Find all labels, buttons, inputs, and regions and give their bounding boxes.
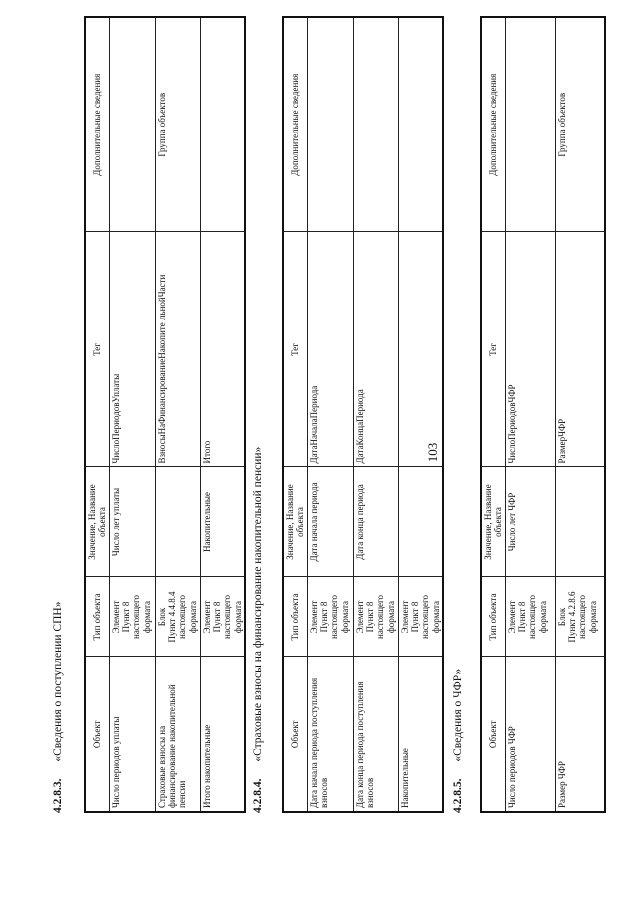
col-tag: Тег: [85, 232, 109, 467]
cell: Элемент Пункт 8 настоящего формата: [353, 577, 398, 657]
cell: Блок Пункт 4.4.8.4 настоящего формата: [155, 577, 200, 657]
col-value: Значение, Название объекта: [481, 467, 505, 577]
cell: Элемент Пункт 8 настоящего формата: [398, 577, 443, 657]
cell: Число периодов ЧФР: [505, 657, 555, 812]
col-info: Дополнительные сведения: [283, 17, 307, 232]
table-section-3: [480, 16, 606, 813]
cell: РазмерЧФР: [555, 232, 605, 467]
cell: Накопительные: [398, 657, 443, 812]
col-object: Объект: [481, 657, 505, 812]
cell: [398, 232, 443, 467]
cell: [398, 17, 443, 232]
cell: ЧислоПериодовЧФР: [505, 232, 555, 467]
cell: Число лет уплаты: [109, 467, 155, 577]
cell: Группа объектов: [555, 17, 605, 232]
cell: Блок Пункт 4.2.8.6 настоящего формата: [555, 577, 605, 657]
table-row: [307, 17, 353, 812]
cell: [200, 17, 245, 232]
cell: Дата конца периода поступления взносов: [353, 657, 398, 812]
cell: [155, 467, 200, 577]
section-number: 4.2.8.4.: [252, 778, 264, 813]
table-row: [555, 17, 605, 812]
cell: Итого: [200, 232, 245, 467]
section-heading: [52, 602, 64, 813]
cell: Элемент Пункт 8 настоящего формата: [109, 577, 155, 657]
col-object: Объект: [283, 657, 307, 812]
section-heading: [252, 447, 264, 813]
col-type: Тип объекта: [481, 577, 505, 657]
cell: Размер ЧФР: [555, 657, 605, 812]
col-value: Значение, Название объекта: [283, 467, 307, 577]
cell: Страховые взносы на финансирование накопительной пенсии: [155, 657, 200, 812]
table-section-1: [84, 16, 246, 813]
table-header-row: [481, 17, 505, 812]
cell: Элемент Пункт 8 настоящего формата: [505, 577, 555, 657]
col-value: Значение, Название объекта: [85, 467, 109, 577]
cell: Элемент Пункт 8 настоящего формата: [307, 577, 353, 657]
table-section-2: [282, 16, 444, 813]
col-info: Дополнительные сведения: [85, 17, 109, 232]
table-row: [109, 17, 155, 812]
cell: Накопительные: [200, 467, 245, 577]
section-number: 4.2.8.3.: [52, 778, 64, 813]
cell: Группа объектов: [155, 17, 200, 232]
cell: Итого накопительные: [200, 657, 245, 812]
section-title: «Страховые взносы на финансирование накопительной пенсии»: [252, 446, 264, 762]
cell: Число периодов уплаты: [109, 657, 155, 812]
cell: ЧислоПериодовУплаты: [109, 232, 155, 467]
cell: Число лет ЧФР: [505, 467, 555, 577]
section-number: 4.2.8.5.: [452, 778, 464, 813]
section-title: «Сведения о поступлении СПН»: [52, 601, 64, 762]
col-info: Дополнительные сведения: [481, 17, 505, 232]
table-row: [353, 17, 398, 812]
cell: Дата начала периода: [307, 467, 353, 577]
col-type: Тип объекта: [283, 577, 307, 657]
cell: ВзносыНаФинансированиеНакопите льнойЧасти: [155, 232, 200, 467]
cell: Элемент Пункт 8 настоящего формата: [200, 577, 245, 657]
cell: [353, 17, 398, 232]
cell: Дата конца периода: [353, 467, 398, 577]
section-title: «Сведения о ЧФР»: [452, 668, 464, 762]
cell: ДатаКонцаПериода: [353, 232, 398, 467]
table-row: [398, 17, 443, 812]
cell: Дата начала периода поступления взносов: [307, 657, 353, 812]
col-tag: Тег: [283, 232, 307, 467]
table-row: [155, 17, 200, 812]
table-row: [505, 17, 555, 812]
table-header-row: [85, 17, 109, 812]
col-tag: Тег: [481, 232, 505, 467]
cell: ДатаНачалаПериода: [307, 232, 353, 467]
cell: [109, 17, 155, 232]
table-header-row: [283, 17, 307, 812]
cell: [307, 17, 353, 232]
section-heading: [452, 669, 464, 813]
col-object: Объект: [85, 657, 109, 812]
col-type: Тип объекта: [85, 577, 109, 657]
cell: [505, 17, 555, 232]
table-row: [200, 17, 245, 812]
cell: [398, 467, 443, 577]
cell: [555, 467, 605, 577]
page-number: 103: [425, 442, 440, 463]
